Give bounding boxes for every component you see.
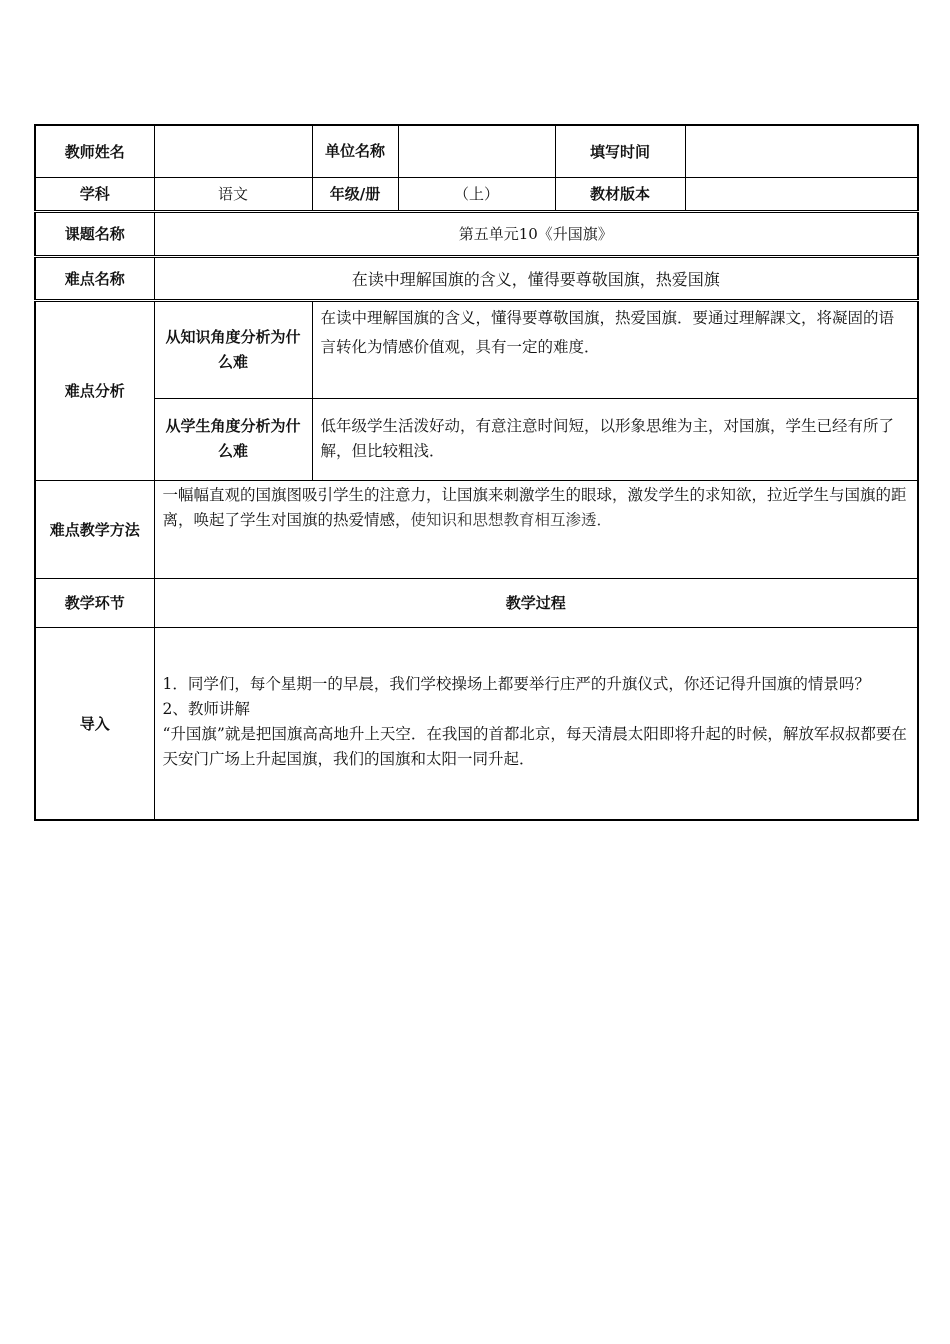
intro-stage-label: 导入 — [35, 627, 154, 820]
difficulty-row — [35, 256, 918, 300]
knowledge-angle-text[interactable]: 在读中理解国旗的含义，懂得要尊敬国旗，热爱国旗．要通过理解課文，将凝固的语言转化为情感价值观，具有一定的难度． — [312, 300, 918, 398]
teaching-stage-header: 教学环节 — [35, 578, 154, 627]
subject-value[interactable]: 语文 — [154, 177, 312, 211]
student-angle-text[interactable] — [312, 398, 918, 480]
intro-step-3: “升国旗”就是把国旗高高地升上天空．在我国的首都北京，每天清晨太阳即将升起的时候，解放军叔叔都要在天安门广场上升起国旗，我们的国旗和太阳一同升起． — [162, 725, 907, 769]
fill-date-label: 填写时间 — [555, 125, 685, 177]
grade-label: 年级/册 — [312, 177, 398, 211]
difficulty-name-value[interactable]: 在读中理解国旗的含义，懂得要尊敬国旗，热爱国旗 — [154, 256, 918, 300]
fill-date-value[interactable] — [685, 125, 918, 177]
subject-label: 学科 — [35, 177, 154, 211]
lesson-row — [35, 211, 918, 256]
student-angle-label: 从学生角度分析为什么难 — [154, 398, 312, 480]
teaching-method-tail: 使知识和思想教育相互渗透． — [410, 510, 613, 529]
intro-step-1: 1．同学们，每个星期一的早晨，我们学校操场上都要举行庄严的升旗仪式，你还记得升国旗的情景吗？ — [162, 675, 870, 694]
edition-value[interactable] — [685, 177, 918, 211]
lesson-plan-table — [34, 124, 919, 821]
difficulty-name-label: 难点名称 — [35, 256, 154, 300]
intro-process-text[interactable] — [154, 627, 918, 820]
method-row — [35, 480, 918, 578]
lesson-title-label: 课题名称 — [35, 211, 154, 256]
teacher-name-label: 教师姓名 — [35, 125, 154, 177]
teaching-method-main: 一幅幅直观的国旗图吸引学生的注意力，让国旗来刺激学生的眼球，激发学生的求知欲，拉近学生与国旗的距离，唤起了学生对国旗的热爱情感， — [162, 485, 907, 529]
student-analysis-row — [35, 398, 918, 480]
unit-name-value[interactable] — [398, 125, 555, 177]
header-row-1 — [35, 125, 918, 177]
process-header-row — [35, 578, 918, 627]
unit-name-label: 单位名称 — [312, 125, 398, 177]
student-angle-text-content: 低年级学生活泼好动，有意注意时间短，以形象思维为主，对国旗，学生已经有所了解，但比较粗浅． — [320, 417, 895, 460]
intro-step-2: 2、教师讲解 — [162, 700, 250, 719]
knowledge-angle-label: 从知识角度分析为什么难 — [154, 300, 312, 398]
header-row-2 — [35, 177, 918, 211]
teaching-process-header: 教学过程 — [154, 578, 918, 627]
knowledge-analysis-row — [35, 300, 918, 398]
grade-value[interactable]: （上） — [398, 177, 555, 211]
edition-label: 教材版本 — [555, 177, 685, 211]
teacher-name-value[interactable] — [154, 125, 312, 177]
intro-row — [35, 627, 918, 820]
lesson-title-value[interactable]: 第五单元10《升国旗》 — [154, 211, 918, 256]
difficulty-analysis-label: 难点分析 — [35, 300, 154, 480]
teaching-method-label: 难点教学方法 — [35, 480, 154, 578]
teaching-method-text[interactable] — [154, 480, 918, 578]
